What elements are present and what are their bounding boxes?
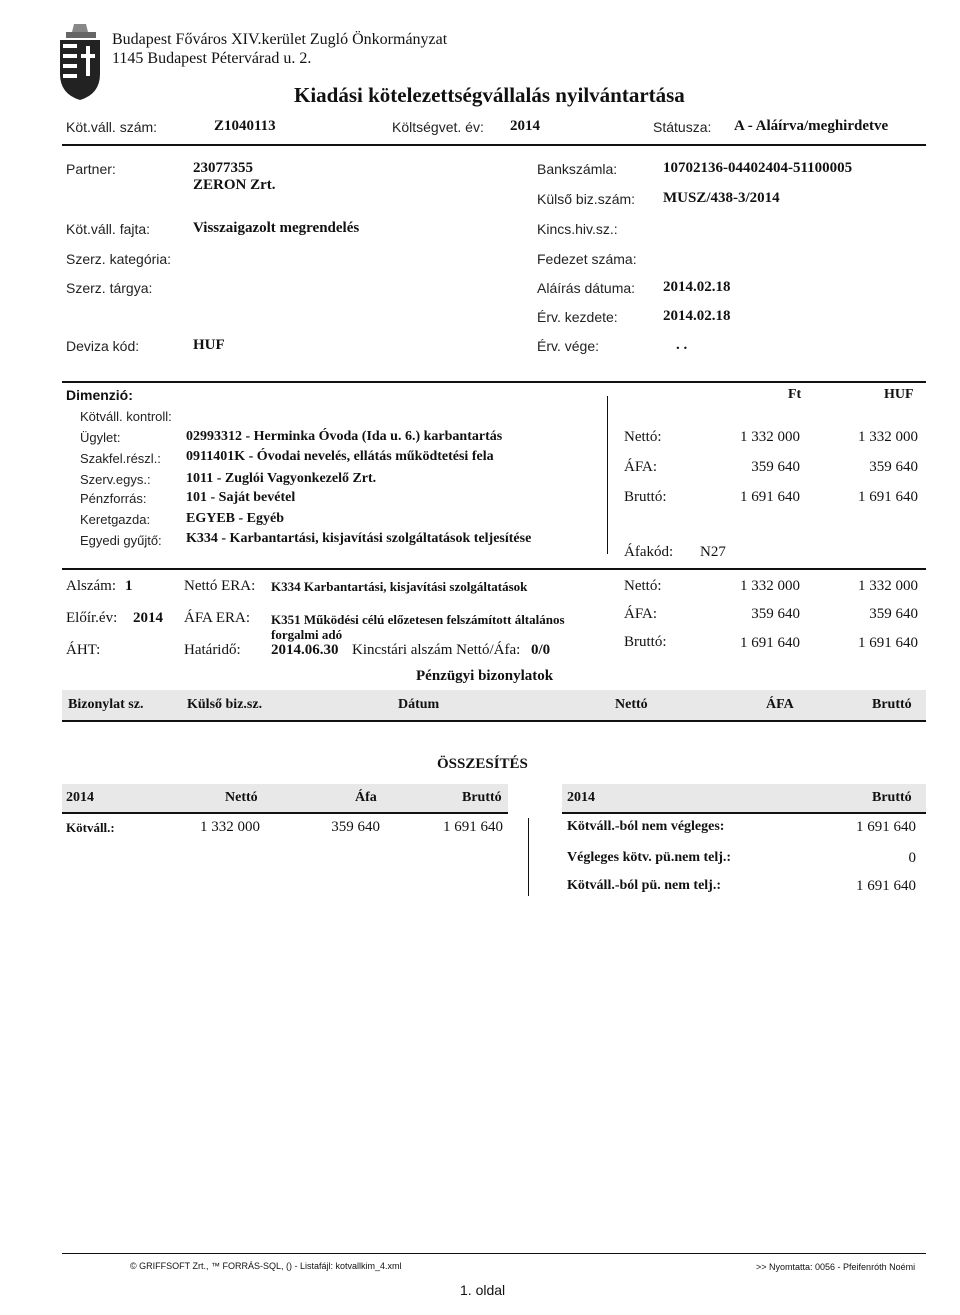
dimenzio-row-label: Szakfel.részl.: bbox=[80, 451, 161, 466]
afa-era-value-2: forgalmi adó bbox=[271, 627, 343, 642]
divider-dimenzio bbox=[62, 381, 926, 383]
dimenzio-vertical-divider bbox=[607, 396, 608, 554]
kotvall-szam-label: Köt.váll. szám: bbox=[66, 119, 158, 135]
divider-penzugyi bbox=[62, 720, 926, 722]
statusz-label: Státusza: bbox=[653, 119, 712, 135]
aht-label: ÁHT: bbox=[66, 642, 101, 658]
eloir-value: 2014 bbox=[133, 610, 163, 626]
koltsegvet-label: Költségvet. év: bbox=[392, 119, 484, 135]
alszam-afa-huf: 359 640 bbox=[869, 606, 918, 622]
kulso-value: MUSZ/438-3/2014 bbox=[663, 190, 780, 206]
kotvall-szam-value: Z1040113 bbox=[214, 118, 276, 134]
penzugyi-col-header: Bizonylat sz. bbox=[68, 697, 144, 712]
bankszamla-label: Bankszámla: bbox=[537, 161, 618, 177]
dim-brutto-huf: 1 691 640 bbox=[858, 489, 918, 505]
dim-brutto-ft: 1 691 640 bbox=[740, 489, 800, 505]
osszesites-left-header: Áfa bbox=[355, 790, 377, 805]
footer-divider bbox=[62, 1253, 926, 1254]
alszam-label: Alszám: bbox=[66, 578, 116, 594]
alszam-afa-ft: 359 640 bbox=[751, 606, 800, 622]
dim-afa-label: ÁFA: bbox=[624, 459, 658, 475]
dimenzio-row-label: Ügylet: bbox=[80, 430, 121, 445]
bankszamla-value: 10702136-04402404-51100005 bbox=[663, 160, 853, 176]
osszesites-right-row-value: 1 691 640 bbox=[856, 819, 916, 835]
deviza-value: HUF bbox=[193, 337, 225, 353]
osszesites-left-year: 2014 bbox=[66, 790, 94, 805]
alszam-value: 1 bbox=[125, 578, 133, 594]
dim-netto-ft: 1 332 000 bbox=[740, 429, 800, 445]
page-title: Kiadási kötelezettségvállalás nyilvántartása bbox=[294, 83, 685, 107]
penzugyi-col-header: Külső biz.sz. bbox=[187, 697, 263, 712]
osszesites-title: ÖSSZESÍTÉS bbox=[437, 756, 528, 772]
dimenzio-row-label: Keretgazda: bbox=[80, 512, 151, 527]
fajta-value: Visszaigazolt megrendelés bbox=[193, 220, 360, 236]
dim-brutto-label: Bruttó: bbox=[624, 489, 667, 505]
kincstari-label: Kincstári alszám Nettó/Áfa: bbox=[352, 642, 521, 658]
org-name: Budapest Főváros XIV.kerület Zugló Önkormányzat bbox=[112, 31, 448, 48]
koltsegvet-value: 2014 bbox=[510, 118, 540, 134]
osszesites-right-row-value: 0 bbox=[908, 850, 916, 866]
dim-afa-huf: 359 640 bbox=[869, 459, 918, 475]
erv-kezdete-value: 2014.02.18 bbox=[663, 308, 731, 324]
kincs-label: Kincs.hiv.sz.: bbox=[537, 221, 618, 237]
dim-netto-label: Nettó: bbox=[624, 429, 662, 445]
org-address: 1145 Budapest Pétervárad u. 2. bbox=[112, 50, 312, 67]
partner-label: Partner: bbox=[66, 161, 116, 177]
osszesites-left-brutto: 1 691 640 bbox=[443, 819, 503, 835]
erv-vege-label: Érv. vége: bbox=[537, 338, 599, 354]
osszesites-left-header: Nettó bbox=[225, 790, 258, 805]
dimenzio-row-value: 101 - Saját bevétel bbox=[186, 490, 296, 505]
kategoria-label: Szerz. kategória: bbox=[66, 251, 172, 267]
coat-of-arms-logo bbox=[56, 22, 102, 102]
osszesites-right-row-label: Végleges kötv. pü.nem telj.: bbox=[567, 850, 732, 865]
dimenzio-col-huf: HUF bbox=[884, 387, 914, 402]
osszesites-right-row-value: 1 691 640 bbox=[856, 878, 916, 894]
dimenzio-row-label: Szerv.egys.: bbox=[80, 472, 151, 487]
dimenzio-row-value: 1011 - Zuglói Vagyonkezelő Zrt. bbox=[186, 471, 377, 486]
erv-vege-value: . . bbox=[676, 337, 688, 353]
statusz-value: A - Aláírva/meghirdetve bbox=[734, 118, 889, 134]
netto-era-value: K334 Karbantartási, kisjavítási szolgáltatások bbox=[271, 579, 528, 594]
erv-kezdete-label: Érv. kezdete: bbox=[537, 309, 618, 325]
afakod-label: Áfakód: bbox=[624, 544, 674, 560]
deviza-label: Deviza kód: bbox=[66, 338, 140, 354]
divider-alszam bbox=[62, 568, 926, 570]
alairas-value: 2014.02.18 bbox=[663, 279, 731, 295]
penzugyi-col-header: Dátum bbox=[398, 697, 440, 712]
osszesites-vertical-divider bbox=[528, 818, 529, 896]
alairas-label: Aláírás dátuma: bbox=[537, 280, 636, 296]
dimenzio-row-label: Pénzforrás: bbox=[80, 491, 147, 506]
alszam-netto-ft: 1 332 000 bbox=[740, 578, 800, 594]
fedezet-label: Fedezet száma: bbox=[537, 251, 637, 267]
penzugyi-col-header: ÁFA bbox=[766, 697, 794, 712]
divider-top bbox=[62, 144, 926, 146]
footer-right: >> Nyomtatta: 0056 - Pfeifenróth Noémi bbox=[756, 1262, 916, 1272]
alszam-netto-label: Nettó: bbox=[624, 578, 662, 594]
osszesites-left-header-bg bbox=[62, 784, 508, 812]
dimenzio-row-label: Egyedi gyűjtő: bbox=[80, 533, 162, 548]
footer-left: © GRIFFSOFT Zrt., ™ FORRÁS-SQL, () - Listafájl: kotvallkim_4.xml bbox=[130, 1261, 402, 1271]
afa-era-label: ÁFA ERA: bbox=[184, 610, 250, 626]
osszesites-right-year: 2014 bbox=[567, 790, 595, 805]
partner-name: ZERON Zrt. bbox=[193, 177, 276, 193]
dimenzio-row-value: K334 - Karbantartási, kisjavítási szolgáltatások teljesítése bbox=[186, 531, 532, 546]
dimenzio-row-value: EGYEB - Egyéb bbox=[186, 511, 285, 526]
dimenzio-row-value: 02993312 - Herminka Óvoda (Ida u. 6.) karbantartás bbox=[186, 429, 503, 444]
penzugyi-title: Pénzügyi bizonylatok bbox=[416, 668, 554, 684]
hatarido-value: 2014.06.30 bbox=[271, 642, 339, 658]
dimenzio-title: Dimenzió: bbox=[66, 387, 133, 403]
penzugyi-col-header: Nettó bbox=[615, 697, 648, 712]
netto-era-label: Nettó ERA: bbox=[184, 578, 256, 594]
alszam-brutto-huf: 1 691 640 bbox=[858, 635, 918, 651]
osszesites-right-row-label: Kötváll.-ból pü. nem telj.: bbox=[567, 878, 721, 893]
afa-era-value-1: K351 Működési célú előzetesen felszámított általános bbox=[271, 612, 565, 627]
dimenzio-row-value: 0911401K - Óvodai nevelés, ellátás működtetési fela bbox=[186, 449, 494, 464]
page-number: 1. oldal bbox=[460, 1282, 506, 1298]
osszesites-right-header: Bruttó bbox=[872, 790, 912, 805]
eloir-label: Előír.év: bbox=[66, 610, 118, 626]
kotvall-kontroll-label: Kötváll. kontroll: bbox=[80, 409, 172, 424]
alszam-brutto-label: Bruttó: bbox=[624, 634, 667, 650]
alszam-brutto-ft: 1 691 640 bbox=[740, 635, 800, 651]
osszesites-left-header: Bruttó bbox=[462, 790, 502, 805]
penzugyi-col-header: Bruttó bbox=[872, 697, 912, 712]
kincstari-value: 0/0 bbox=[531, 642, 551, 658]
hatarido-label: Határidő: bbox=[184, 642, 241, 658]
dim-netto-huf: 1 332 000 bbox=[858, 429, 918, 445]
osszesites-right-divider bbox=[562, 812, 926, 814]
osszesites-left-netto: 1 332 000 bbox=[200, 819, 260, 835]
afakod-value: N27 bbox=[700, 544, 726, 560]
alszam-afa-label: ÁFA: bbox=[624, 606, 658, 622]
dimenzio-col-ft: Ft bbox=[788, 387, 802, 402]
osszesites-left-row-label: Kötváll.: bbox=[66, 820, 115, 835]
osszesites-right-row-label: Kötváll.-ból nem végleges: bbox=[567, 819, 725, 834]
fajta-label: Köt.váll. fajta: bbox=[66, 221, 151, 237]
targya-label: Szerz. tárgya: bbox=[66, 280, 153, 296]
kulso-label: Külső biz.szám: bbox=[537, 191, 636, 207]
dim-afa-ft: 359 640 bbox=[751, 459, 800, 475]
partner-id: 23077355 bbox=[193, 160, 253, 176]
alszam-netto-huf: 1 332 000 bbox=[858, 578, 918, 594]
osszesites-left-afa: 359 640 bbox=[331, 819, 380, 835]
osszesites-left-divider bbox=[62, 812, 508, 814]
